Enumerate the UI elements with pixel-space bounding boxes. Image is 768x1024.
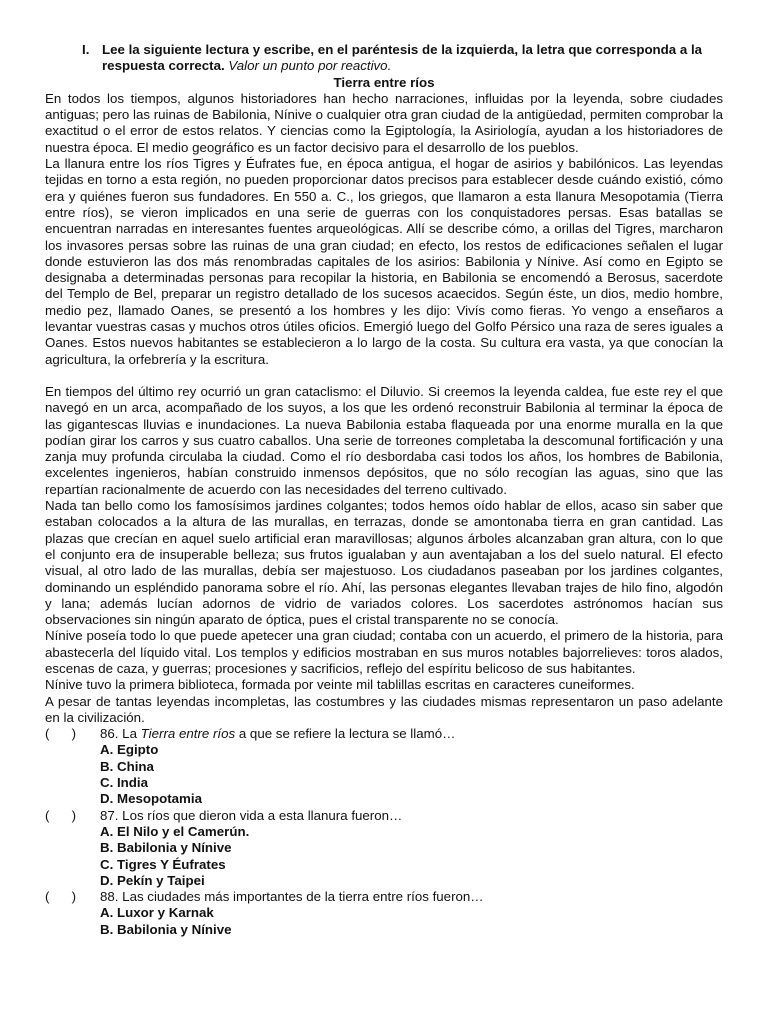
- instruction-main: Lee la siguiente lectura y escribe, en el paréntesis de la izquierda, la letra que corresponda a la respuesta correcta.: [102, 42, 703, 74]
- option-b: B. Babilonia y Nínive: [100, 840, 232, 856]
- question-text: [100, 726, 455, 742]
- document-page: [45, 42, 723, 938]
- question-prefix: 86. La: [100, 726, 141, 742]
- paragraph-gap: [45, 368, 723, 384]
- question-87: [45, 808, 723, 889]
- paragraph-1: En todos los tiempos, algunos historiadores han hecho narraciones, influidas por la leyenda, sobre ciudades antiguas; pero las ruinas de Babilonia, Nínive o cualquier otra gran ciudad de la antigüedad, permiten comprobar la exactitud o el error de estos relatos. Y ciencias como la Egiptología, la Asiriología, ayudan a los historiadores de nuestra época. El medio geográfico es un factor decisivo para el desarrollo de los pueblos.: [45, 90, 723, 155]
- option-a: A. Egipto: [100, 742, 159, 758]
- question-88: [45, 889, 723, 938]
- option-a: A. El Nilo y el Camerún.: [100, 823, 250, 839]
- answer-blank[interactable]: ( ): [45, 889, 77, 905]
- question-text: 88. Las ciudades más importantes de la tierra entre ríos fueron…: [100, 889, 484, 905]
- option-d: D. Mesopotamia: [100, 791, 202, 807]
- paragraph-3: En tiempos del último rey ocurrió un gran cataclismo: el Diluvio. Si creemos la leyenda caldea, fue este rey el que navegó en un arca, acompañado de los suyos, a los que les ordenó reconstruir Babilonia al terminar la época de las gigantescas lluvias e inundaciones. La nueva Babilonia estaba flaqueada por una enorme muralla en la que podían girar los carros y sus cuatro caballos. Una serie de torreones completaba la descomunal fortificación y una zanja muy profunda circulaba la ciudad. Como el río desbordaba casi todos los años, los hombres de Babilonia, excelentes ingenieros, habían construido inmensos depósitos, que no sólo recogían las aguas, sino que las repartían racionalmente de acuerdo con las necesidades del terreno cultivado.: [45, 383, 723, 497]
- question-italic: Tierra entre ríos: [140, 726, 236, 742]
- option-c: C. India: [100, 775, 149, 791]
- instruction: [82, 42, 723, 75]
- question-86: [45, 726, 723, 807]
- reading-title: Tierra entre ríos: [333, 74, 435, 90]
- option-c: C. Tigres Y Éufrates: [100, 856, 226, 872]
- instruction-note: Valor un punto por reactivo.: [228, 58, 392, 74]
- paragraph-7: A pesar de tantas leyendas incompletas, las costumbres y las ciudades mismas representaron un paso adelante en la civilización.: [45, 693, 723, 725]
- question-text: 87. Los ríos que dieron vida a esta llanura fueron…: [100, 807, 403, 823]
- answer-blank[interactable]: ( ): [45, 807, 77, 823]
- paragraph-6: Nínive tuvo la primera biblioteca, formada por veinte mil tablillas escritas en caracteres cuneiformes.: [45, 677, 635, 693]
- option-d: D. Pekín y Taipei: [100, 872, 205, 888]
- answer-blank[interactable]: ( ): [45, 726, 77, 742]
- instruction-number: I.: [82, 42, 90, 57]
- question-suffix: a que se refiere la lectura se llamó…: [235, 726, 456, 742]
- paragraph-2: La llanura entre los ríos Tigres y Éufrates fue, en época antigua, el hogar de asirios y babilónicos. Las leyendas tejidas en torno a esta región, no pueden proporcionar datos precisos para establecer desde cuándo existió, cómo era y quiénes fueron sus fundadores. En 550 a. C., los griegos, que llamaron a esta llanura Mesopotamia (Tierra entre ríos), se vieron implicados en una serie de guerras con los conquistadores persas. Esas batallas se encuentran narradas en interesantes fuentes arqueológicas. Allí se describe cómo, a orillas del Tigres, marcharon los invasores persas sobre las ruinas de una gran ciudad; en efecto, los restos de edificaciones señalen el lugar donde estuvieron las dos más renombradas capitales de los asirios: Babilonia y Nínive. Así como en Egipto se designaba a determinadas personas para recopilar la historia, en Babilonia se encomendó a Berosus, sacerdote del Templo de Bel, preparar un registro detallado de los sucesos acaecidos. Según éste, un dios, medio hombre, medio pez, llamado Oanes, se presentó a los hombres y les dijo: Vivís como fieras. Yo vengo a enseñaros a levantar vuestras casas y muchos otros útiles oficios. Emergió luego del Golfo Pérsico una raza de seres iguales a Oanes. Estos nuevos habitantes se establecieron a lo largo de la costa. Su cultura era vasta, ya que conocían la agricultura, la orfebrería y la escritura.: [45, 156, 723, 367]
- paragraph-5: Nínive poseía todo lo que puede apetecer una gran ciudad; contaba con un acuerdo, el primero de la historia, para abastecerla del líquido vital. Los templos y edificios mostraban en sus muros notables bajorrelieves: toros alados, escenas de caza, y guerras; procesiones y sacrificios, reflejo del espíritu belicoso de sus habitantes.: [45, 628, 723, 676]
- paragraph-4: Nada tan bello como los famosísimos jardines colgantes; todos hemos oído hablar de ellos, acaso sin saber que estaban colocados a la altura de las murallas, en terrazas, donde se amontonaba tierra en gran cantidad. Las plazas que crecían en aquel suelo artificial eran maravillosas; algunos árboles alcanzaban gran altura, con lo que el conjunto era de insuperable belleza; sus frutos igualaban y aun aventajaban a los del suelo natural. El efecto visual, al otro lado de las murallas, debía ser majestuoso. Los ciudadanos paseaban por los jardines colgantes, dominando un espléndido panorama sobre el río. Ahí, las personas elegantes llevaban trajes de hilo fino, algodón y lana; además lucían adornos de vidrio de variados colores. Los sacerdotes astrónomos hacían sus observaciones sin ningún aparato de óptica, pues el cristal transparente no se conocía.: [45, 498, 723, 628]
- option-a: A. Luxor y Karnak: [100, 905, 214, 921]
- instruction-text: [102, 42, 723, 75]
- option-b: B. China: [100, 758, 154, 774]
- option-b: B. Babilonia y Nínive: [100, 921, 232, 937]
